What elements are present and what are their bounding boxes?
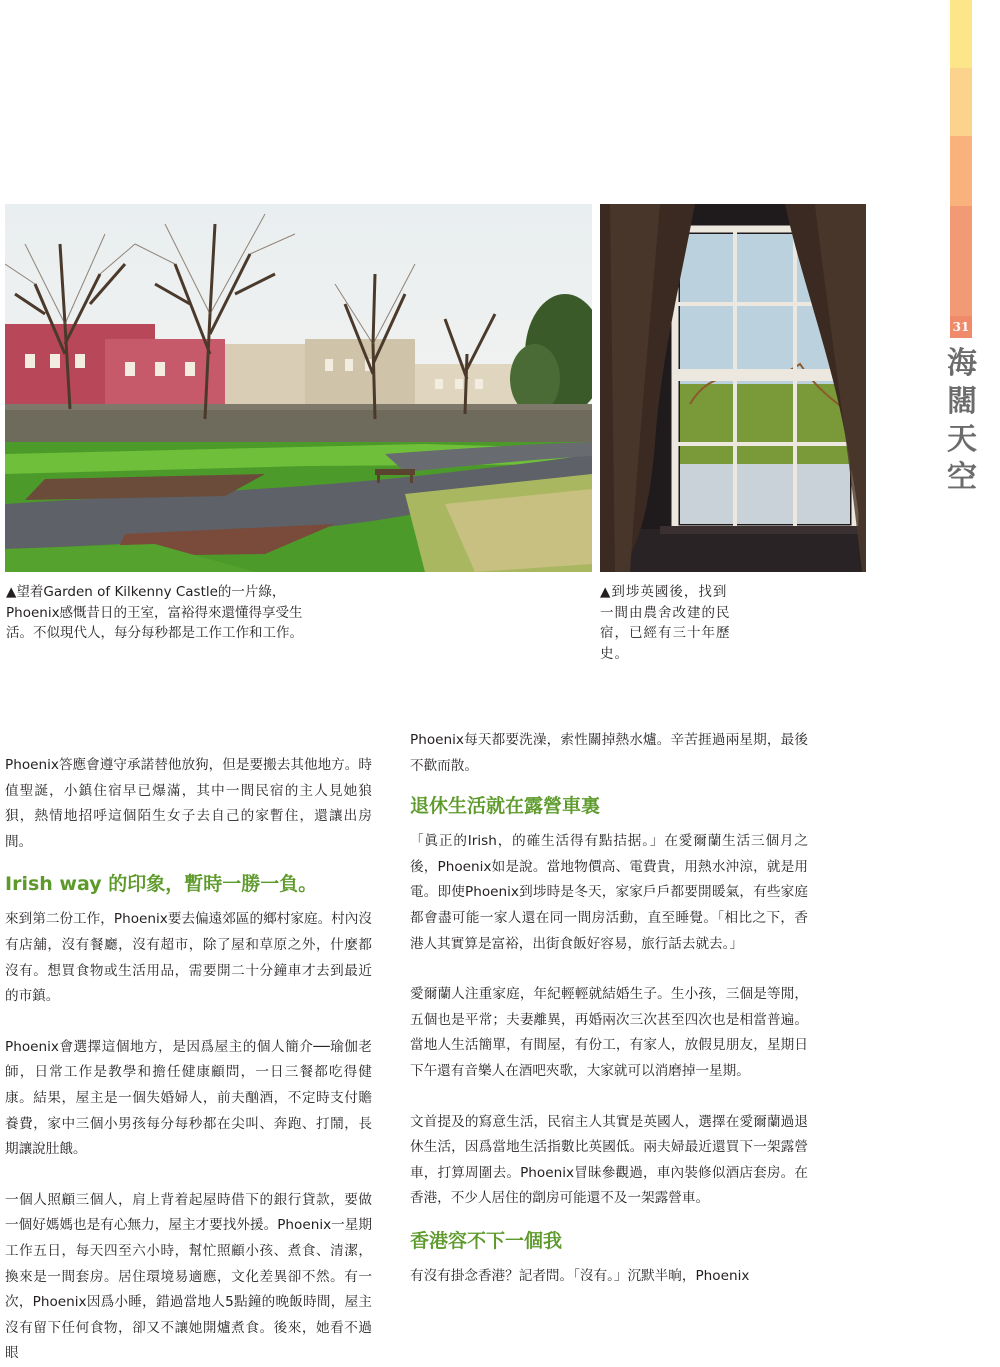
garden-photo (5, 204, 592, 572)
edge-tab-yellow (950, 0, 972, 68)
section-title: 海闊天空 (947, 346, 977, 495)
article-subheading: 退休生活就在露營車裏 (410, 795, 601, 818)
edge-tab-peach (950, 68, 972, 136)
edge-tab-coral (950, 206, 972, 316)
article-subheading: Irish way 的印象，暫時一勝一負。 (5, 873, 318, 896)
article-paragraph: 「眞正的Irish，的確生活得有點拮据。」在愛爾蘭生活三個月之後，Phoenix如是說。當地物價高、電費貴，用熱水沖涼，就是用電。即使Phoenix到埗時是冬天，家家戶戶都要開暖氣，有些家庭都會盡可能一家人還在同一間房活動，直至睡覺。「相比之下，香港人其實算是富裕，出街食飯好容易，旅行話去就去。」 (410, 833, 808, 952)
window-photo (600, 204, 866, 572)
article-right-column (410, 728, 808, 1290)
article-paragraph: Phoenix答應會遵守承諾替他放狗，但是要搬去其他地方。時值聖誕，小鎮住宿早已爆滿，其中一間民宿的主人見她狼狽，熱情地招呼這個陌生女子去自己的家暫住，還讓出房間。 (5, 757, 372, 850)
window-photo-caption: ▲到埗英國後，找到一間由農舍改建的民宿，已經有三十年歷史。 (600, 584, 731, 662)
article-paragraph: 來到第二份工作，Phoenix要去偏遠郊區的鄉村家庭。村內沒有店舖，沒有餐廳，沒有超市，除了屋和草原之外，什麼都沒有。想買食物或生活用品，需要開二十分鐘車才去到最近的市鎮。 (5, 911, 372, 1005)
article-paragraph: 一個人照顧三個人，肩上背着起屋時借下的銀行貸款，要做一個好媽媽也是有心無力，屋主才要找外援。Phoenix一星期工作五日，每天四至六小時，幫忙照顧小孩、煮食、清潔，換來是一間套房。居住環境易適應，文化差異卻不然。有一次，Phoenix因爲小睡，錯過當地人5點鐘的晚飯時間，屋主沒有留下任何食物，卻又不讓她開爐煮食。後來，她看不過眼 (5, 1191, 372, 1362)
article-paragraph: 文首提及的寫意生活，民宿主人其實是英國人，選擇在愛爾蘭過退休生活，因爲當地生活指數比英國低。兩夫婦最近還買下一架露營車，打算周圍去。Phoenix冒昧參觀過，車內裝修似酒店套房。在香港，不少人居住的劏房可能還不及一架露營車。 (410, 1113, 808, 1207)
article-paragraph: 愛爾蘭人注重家庭，年紀輕輕就結婚生子。生小孩，三個是等閒，五個也是平常；夫妻離異，再婚兩次三次甚至四次也是相當普遍。當地人生活簡單，有間屋，有份工，有家人，放假見朋友，星期日下午還有音樂人在酒吧夾歌，大家就可以消磨掉一星期。 (410, 986, 808, 1079)
article-subheading: 香港容不下一個我 (410, 1229, 563, 1252)
article-left-column (5, 753, 372, 1367)
page-number: 31 (950, 316, 972, 338)
garden-photo-caption: ▲望着Garden of Kilkenny Castle的一片綠，Phoenix感慨昔日的王室，富裕得來還懂得享受生活。不似現代人，每分每秒都是工作工作和工作。 (6, 584, 303, 641)
article-paragraph: Phoenix會選擇這個地方，是因爲屋主的個人簡介──瑜伽老師，日常工作是教學和擔任健康顧問，一日三餐都吃得健康。結果，屋主是一個失婚婦人，前夫酗酒，不定時支付贍養費，家中三個小男孩每分每秒都在尖叫、奔跑、打鬧，長期讓說肚餓。 (5, 1038, 372, 1158)
article-paragraph: 有沒有掛念香港？記者問。「沒有。」沉默半晌，Phoenix (410, 1267, 750, 1284)
edge-tab-orange (950, 136, 972, 206)
article-paragraph: Phoenix每天都要洗澡，索性關掉熱水爐。辛苦捱過兩星期，最後不歡而散。 (410, 732, 808, 774)
